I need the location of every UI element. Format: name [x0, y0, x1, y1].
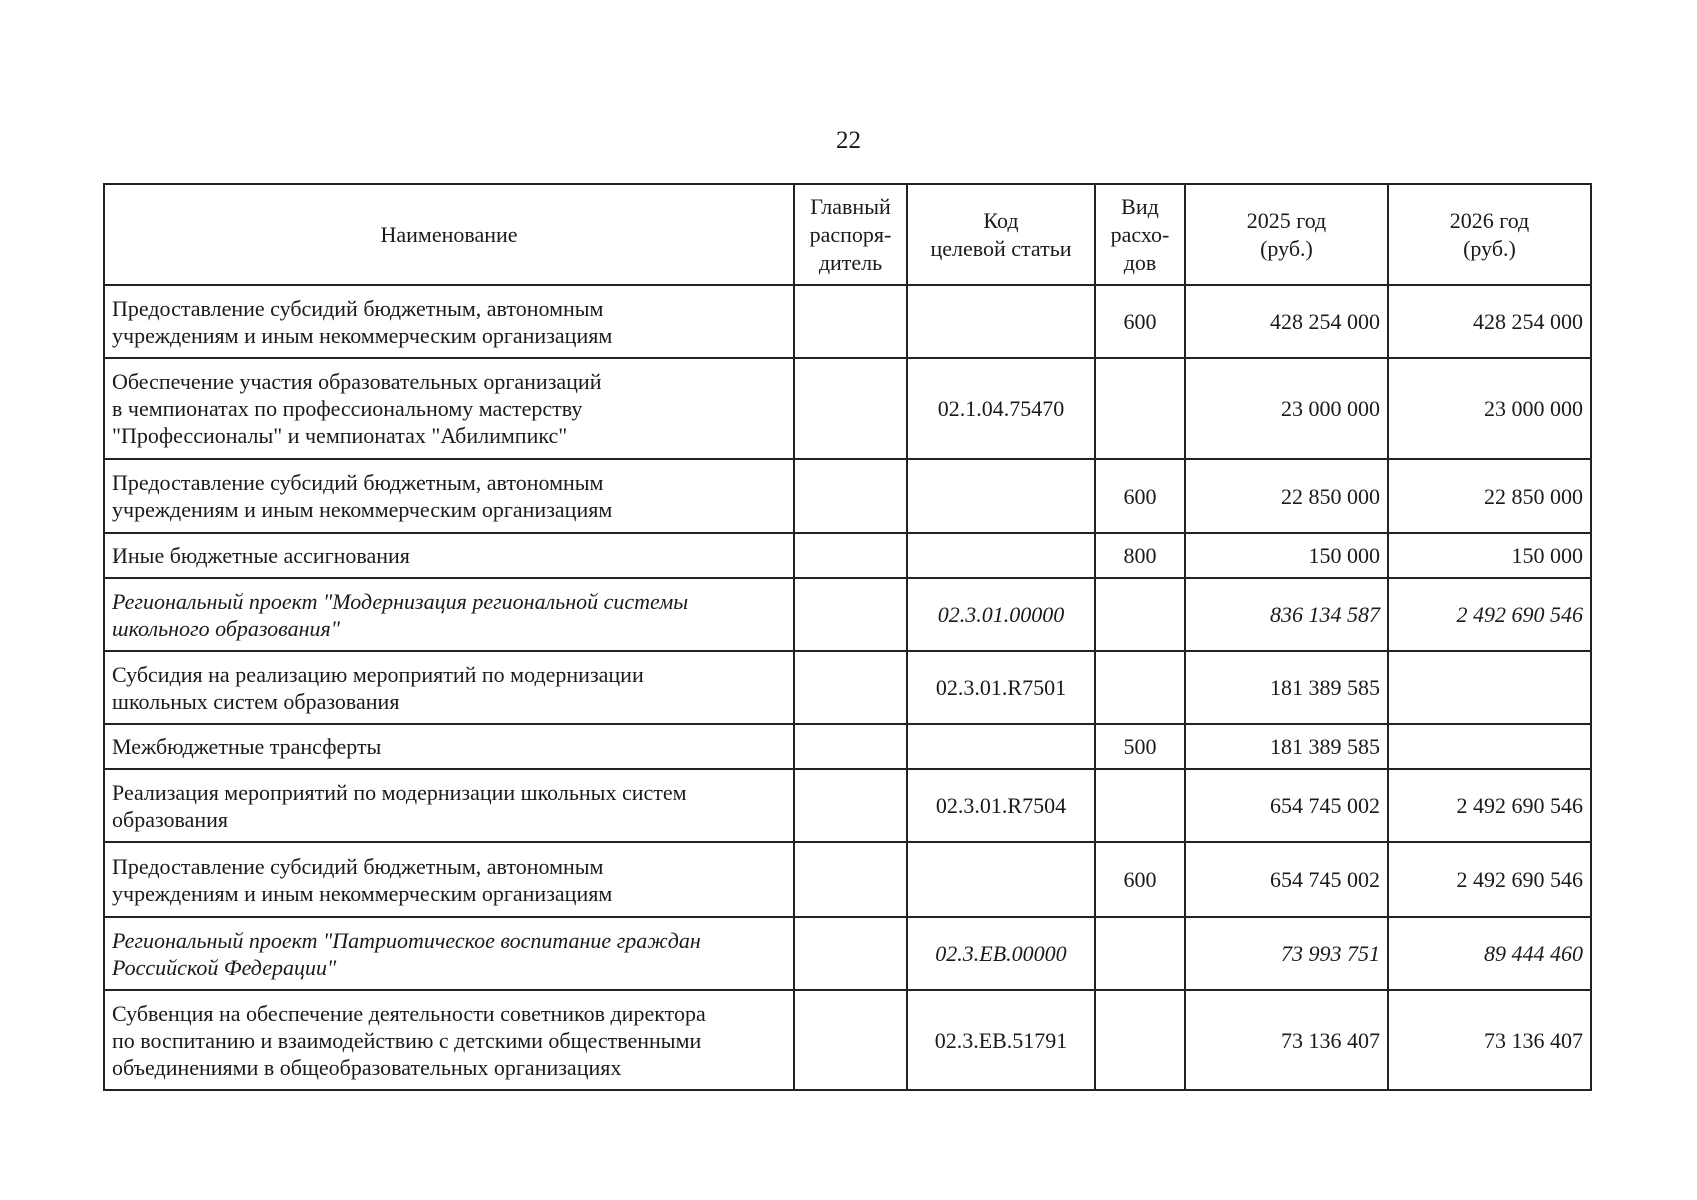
cell-chief-administrator — [794, 724, 907, 769]
cell-chief-administrator — [794, 578, 907, 651]
cell-name: Предоставление субсидий бюджетным, автономным учреждениям и иным некоммерческим организациям — [104, 842, 794, 917]
cell-expense-kind — [1095, 917, 1185, 990]
cell-target-code: 02.1.04.75470 — [907, 358, 1095, 459]
table-row — [104, 459, 1591, 533]
cell-chief-administrator — [794, 285, 907, 358]
table-row — [104, 990, 1591, 1090]
cell-amount-2025: 428 254 000 — [1185, 285, 1388, 358]
cell-expense-kind — [1095, 651, 1185, 724]
cell-chief-administrator — [794, 990, 907, 1090]
table-row — [104, 285, 1591, 358]
cell-amount-2026: 428 254 000 — [1388, 285, 1591, 358]
cell-target-code: 02.3.01.R7504 — [907, 769, 1095, 842]
cell-target-code — [907, 285, 1095, 358]
cell-amount-2026: 2 492 690 546 — [1388, 842, 1591, 917]
cell-name: Региональный проект "Модернизация региональной системы школьного образования" — [104, 578, 794, 651]
cell-amount-2026 — [1388, 724, 1591, 769]
cell-amount-2025: 23 000 000 — [1185, 358, 1388, 459]
cell-amount-2025: 181 389 585 — [1185, 724, 1388, 769]
cell-name: Предоставление субсидий бюджетным, автономным учреждениям и иным некоммерческим организациям — [104, 459, 794, 533]
cell-amount-2025: 836 134 587 — [1185, 578, 1388, 651]
cell-target-code: 02.3.01.R7501 — [907, 651, 1095, 724]
cell-amount-2025: 73 136 407 — [1185, 990, 1388, 1090]
cell-target-code: 02.3.01.00000 — [907, 578, 1095, 651]
cell-expense-kind — [1095, 769, 1185, 842]
table-row — [104, 578, 1591, 651]
cell-expense-kind — [1095, 990, 1185, 1090]
cell-amount-2025: 654 745 002 — [1185, 842, 1388, 917]
table-row — [104, 917, 1591, 990]
column-header-name: Наименование — [104, 184, 794, 285]
table-row — [104, 769, 1591, 842]
column-header-chief-administrator: Главный распоря- дитель — [794, 184, 907, 285]
cell-target-code — [907, 459, 1095, 533]
column-header-target-code: Код целевой статьи — [907, 184, 1095, 285]
cell-name: Предоставление субсидий бюджетным, автономным учреждениям и иным некоммерческим организациям — [104, 285, 794, 358]
cell-amount-2025: 73 993 751 — [1185, 917, 1388, 990]
cell-amount-2026: 89 444 460 — [1388, 917, 1591, 990]
column-header-expense-kind: Вид расхо- дов — [1095, 184, 1185, 285]
cell-name: Субсидия на реализацию мероприятий по модернизации школьных систем образования — [104, 651, 794, 724]
budget-table — [103, 183, 1592, 1091]
cell-name: Межбюджетные трансферты — [104, 724, 794, 769]
cell-name: Иные бюджетные ассигнования — [104, 533, 794, 578]
cell-amount-2026: 73 136 407 — [1388, 990, 1591, 1090]
cell-chief-administrator — [794, 651, 907, 724]
cell-amount-2026: 23 000 000 — [1388, 358, 1591, 459]
cell-name: Региональный проект "Патриотическое воспитание граждан Российской Федерации" — [104, 917, 794, 990]
table-row — [104, 651, 1591, 724]
cell-amount-2026 — [1388, 651, 1591, 724]
table-body — [104, 285, 1591, 1090]
cell-amount-2025: 181 389 585 — [1185, 651, 1388, 724]
cell-expense-kind: 800 — [1095, 533, 1185, 578]
cell-amount-2026: 2 492 690 546 — [1388, 578, 1591, 651]
cell-chief-administrator — [794, 358, 907, 459]
cell-amount-2025: 22 850 000 — [1185, 459, 1388, 533]
cell-expense-kind: 500 — [1095, 724, 1185, 769]
cell-expense-kind — [1095, 578, 1185, 651]
cell-chief-administrator — [794, 459, 907, 533]
cell-expense-kind: 600 — [1095, 842, 1185, 917]
table-row — [104, 358, 1591, 459]
cell-target-code — [907, 724, 1095, 769]
cell-target-code: 02.3.EB.00000 — [907, 917, 1095, 990]
column-header-2026: 2026 год (руб.) — [1388, 184, 1591, 285]
table-row — [104, 724, 1591, 769]
cell-chief-administrator — [794, 769, 907, 842]
cell-target-code — [907, 533, 1095, 578]
cell-chief-administrator — [794, 533, 907, 578]
cell-expense-kind: 600 — [1095, 459, 1185, 533]
cell-chief-administrator — [794, 917, 907, 990]
table-row — [104, 842, 1591, 917]
table-row — [104, 533, 1591, 578]
cell-chief-administrator — [794, 842, 907, 917]
cell-expense-kind: 600 — [1095, 285, 1185, 358]
cell-amount-2025: 654 745 002 — [1185, 769, 1388, 842]
cell-amount-2026: 2 492 690 546 — [1388, 769, 1591, 842]
cell-amount-2026: 150 000 — [1388, 533, 1591, 578]
table-header-row — [104, 184, 1591, 285]
cell-name: Обеспечение участия образовательных организаций в чемпионатах по профессиональному мастерству "Профессионалы" и чемпионатах "Абилимпикс" — [104, 358, 794, 459]
page-number: 22 — [836, 127, 861, 154]
cell-name: Субвенция на обеспечение деятельности советников директора по воспитанию и взаимодействию с детскими общественными объединениями в общеобразовательных организациях — [104, 990, 794, 1090]
column-header-2025: 2025 год (руб.) — [1185, 184, 1388, 285]
cell-name: Реализация мероприятий по модернизации школьных систем образования — [104, 769, 794, 842]
cell-target-code: 02.3.EB.51791 — [907, 990, 1095, 1090]
cell-amount-2025: 150 000 — [1185, 533, 1388, 578]
cell-amount-2026: 22 850 000 — [1388, 459, 1591, 533]
cell-expense-kind — [1095, 358, 1185, 459]
cell-target-code — [907, 842, 1095, 917]
